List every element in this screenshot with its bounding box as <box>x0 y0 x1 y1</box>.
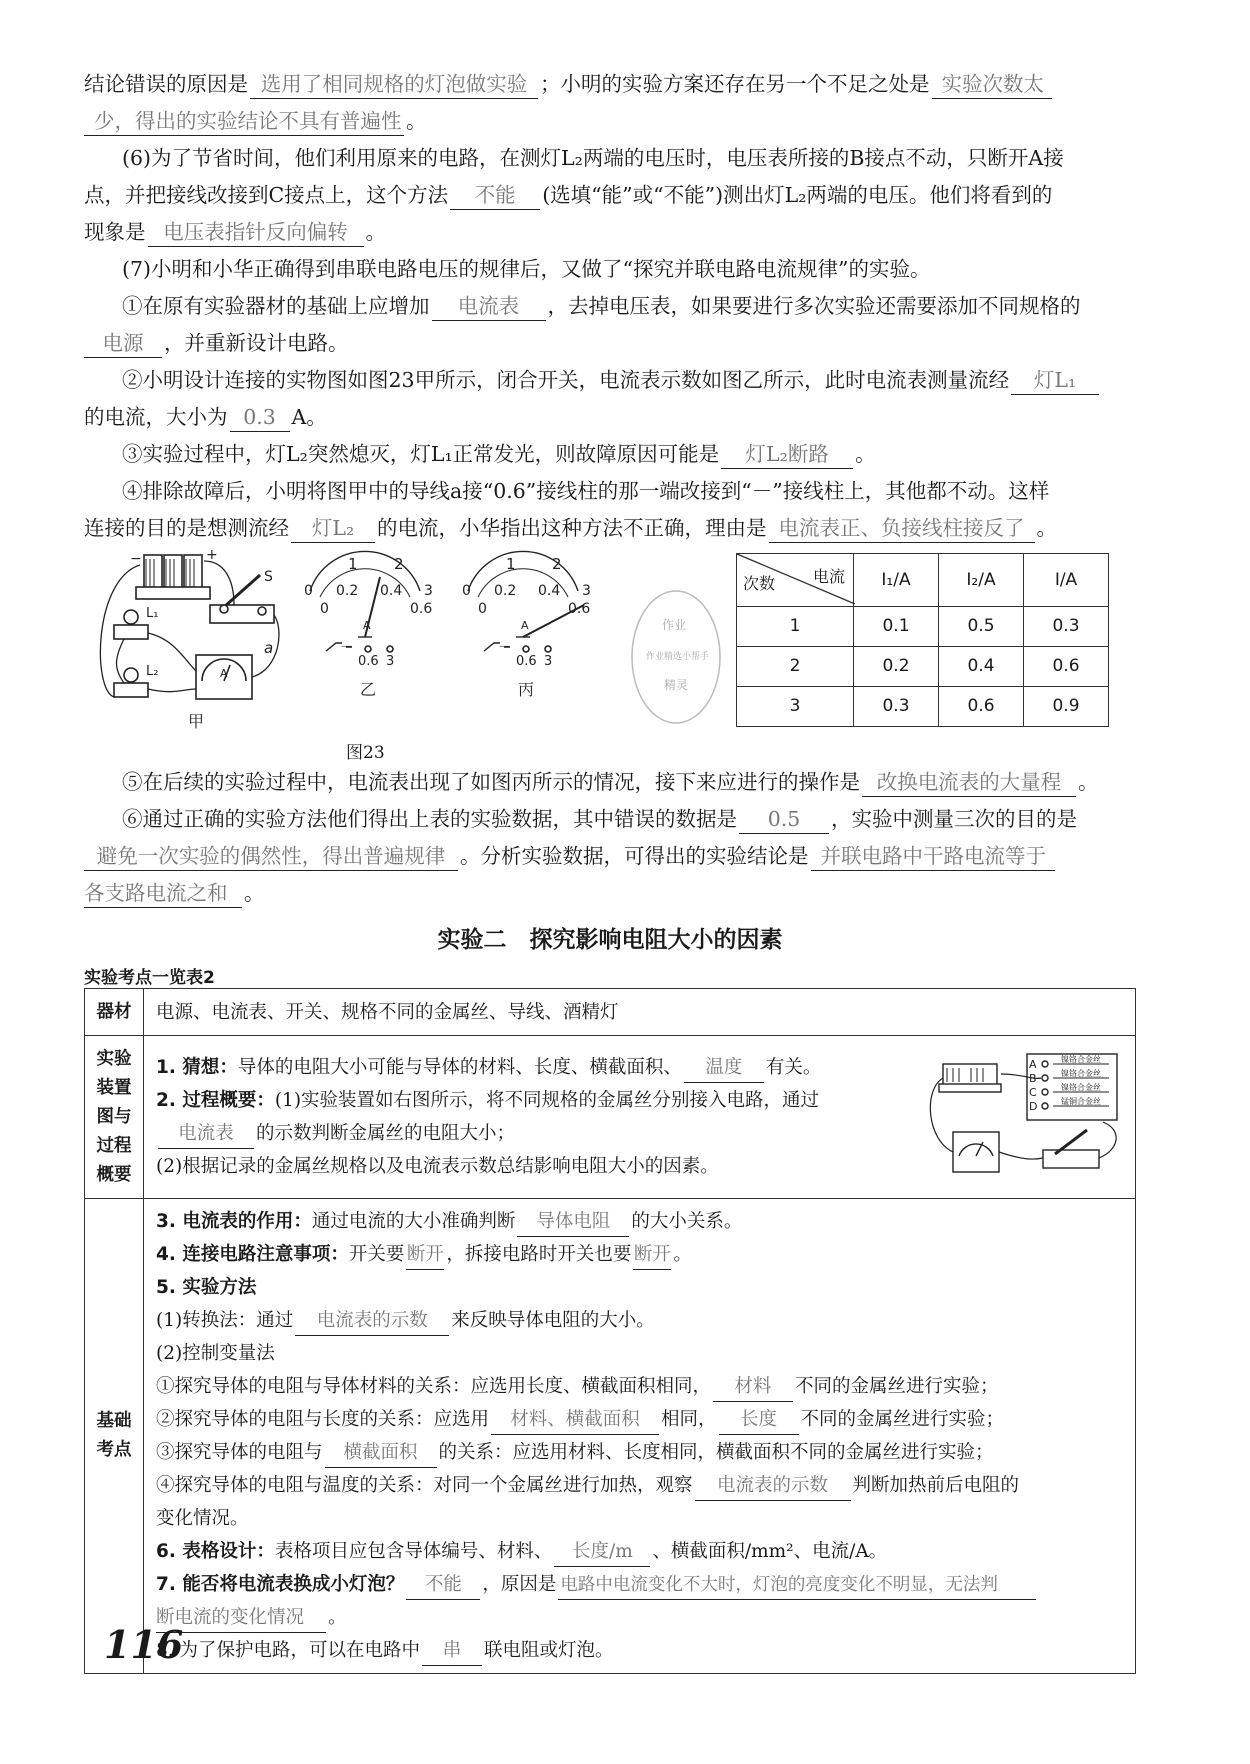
tick-label: 2 <box>394 555 404 573</box>
column-header: I₁/A <box>854 554 939 607</box>
line: 的电流，大小为 0.3 A。 <box>84 399 1136 436</box>
battery-icon <box>136 555 210 599</box>
cell: 0.6 <box>1024 647 1109 687</box>
table-corner-header <box>737 554 854 607</box>
cell: 0.5 <box>939 607 1024 647</box>
answer-blank: 少，得出的实验结论不具有普遍性 <box>84 107 404 136</box>
answer-blank: 长度/m <box>554 1538 650 1567</box>
answer-blank: 电流表 <box>432 292 546 321</box>
table-row <box>85 1199 1136 1674</box>
line: 5. 实验方法 <box>156 1277 257 1298</box>
line: ⑤在后续的实验过程中，电流表出现了如图丙所示的情况，接下来应进行的操作是 改换电流表的大量程 。 <box>84 764 1136 801</box>
question-7: (7)小明和小华正确得到串联电路电压的规律后，又做了“探究并联电路电流规律”的实验。 <box>122 257 931 281</box>
line: (1)转换法：通过 电流表的示数 来反映导体电阻的大小。 <box>156 1304 1123 1337</box>
terminal-label: B <box>1029 1072 1037 1085</box>
answer-blank: 长度 <box>719 1406 799 1435</box>
lamp-icon <box>114 610 148 697</box>
figure-bing-label: 丙 <box>518 680 535 699</box>
answer-blank: 温度 <box>684 1054 764 1083</box>
tick-label: 3 <box>424 583 433 599</box>
switch-label: S <box>264 569 273 585</box>
terminal-label: － <box>498 640 512 655</box>
ammeter-label: A <box>363 619 371 632</box>
ammeter-label: A <box>220 667 228 680</box>
cell: 0.2 <box>854 647 939 687</box>
tick-label: 0 <box>462 583 471 599</box>
section-title: 实验二 探究影响电阻大小的因素 <box>437 927 783 953</box>
table-row <box>737 687 1109 727</box>
row-content: 电源、电流表、开关、规格不同的金属丝、导线、酒精灯 <box>144 989 1136 1036</box>
label-char: 图与 <box>96 1106 132 1127</box>
answer-blank: 材料 <box>713 1373 793 1402</box>
line: ②探究导体的电阻与长度的关系：应选用 材料、横截面积 相同， 长度 不同的金属丝进行实验； <box>156 1403 1123 1436</box>
tick-label: 0 <box>320 601 329 617</box>
cell: 0.4 <box>939 647 1024 687</box>
cell: 0.6 <box>939 687 1024 727</box>
table-row <box>85 989 1136 1036</box>
answer-blank: 选用了相同规格的灯泡做实验 <box>250 70 538 99</box>
wire-label: 镍铬合金丝 <box>1061 1055 1101 1064</box>
terminal-pos: + <box>206 549 218 563</box>
label-char: 基础 <box>96 1411 132 1431</box>
summary-table <box>84 988 1136 1674</box>
line: ⑥通过正确的实验方法他们得出上表的实验数据，其中错误的数据是 0.5 ，实验中测量三次的目的是 <box>84 801 1136 838</box>
line: 断电流的变化情况 。 <box>156 1601 1123 1634</box>
line: 电流表 的示数判断金属丝的电阻大小； <box>156 1117 1123 1150</box>
answer-blank: 导体电阻 <box>517 1208 629 1237</box>
answer-blank: 串 <box>422 1637 482 1666</box>
cell: 0.9 <box>1024 687 1109 727</box>
cell: 0.1 <box>854 607 939 647</box>
row-label <box>85 1199 144 1674</box>
tick-label: 3 <box>582 583 591 599</box>
tick-label: 0.2 <box>494 583 517 599</box>
row-content <box>144 1036 1136 1199</box>
answer-blank: 电压表指针反向偏转 <box>148 218 364 247</box>
line: ①在原有实验器材的基础上应增加 电流表 ，去掉电压表，如果要进行多次实验还需要添加不同规格的 <box>84 288 1136 325</box>
answer-blank: 并联电路中干路电流等于 <box>811 842 1055 871</box>
table-row <box>737 607 1109 647</box>
line: 电源 ，并重新设计电路。 <box>84 325 1136 362</box>
line: 7. 能否将电流表换成小灯泡？ 不能 ，原因是 电路中电流变化不大时，灯泡的亮度变化不明显，无法判 <box>156 1568 1123 1601</box>
answer-blank: 灯L₁ <box>1011 366 1099 395</box>
figure-23 <box>84 549 1136 764</box>
terminal-label: C <box>1029 1086 1037 1099</box>
tick-label: 0 <box>304 583 313 599</box>
terminal-label: D <box>1029 1100 1038 1113</box>
tick-label: 0 <box>478 601 487 617</box>
answer-blank: 材料、横截面积 <box>491 1406 659 1435</box>
tick-label: 1 <box>506 555 516 573</box>
line: 点，并把接线改接到C接点上，这个方法 不能 (选填“能”或“不能”)测出灯L₂两端的电压。他们将看到的 <box>84 177 1136 214</box>
label-char: 过程 <box>96 1135 132 1156</box>
cell: 0.3 <box>854 687 939 727</box>
answer-blank: 电流表的示数 <box>695 1472 851 1501</box>
table-row <box>85 1036 1136 1199</box>
answer-blank: 0.3 <box>230 403 290 432</box>
row-label: 器材 <box>85 989 144 1036</box>
ammeter-label: A <box>521 619 529 632</box>
line: 现象是 电压表指针反向偏转 。 <box>84 214 1136 251</box>
tick-label: 0.2 <box>336 583 359 599</box>
tick-label: 2 <box>552 555 562 573</box>
answer-blank: 0.5 <box>739 805 829 834</box>
header-current: 电流 <box>812 567 845 586</box>
answer-blank: 电流表的示数 <box>295 1307 449 1336</box>
line: ③实验过程中，灯L₂突然熄灭，灯L₁正常发光，则故障原因可能是 灯L₂断路 。 <box>84 436 1136 473</box>
answer-blank: 灯L₂ <box>291 514 375 543</box>
terminal-neg: − <box>130 551 142 567</box>
line: 4. 连接电路注意事项：开关要 断开 ，拆接电路时开关也要 断开 。 <box>156 1238 1123 1271</box>
row-content <box>144 1199 1136 1674</box>
line: ④排除故障后，小明将图甲中的导线a接“0.6”接线柱的那一端改接到“－”接线柱上，其他都不动。这样 <box>122 479 1050 503</box>
answer-blank: 各支路电流之和 <box>84 879 242 908</box>
answer-blank: 电源 <box>84 329 162 358</box>
answer-blank: 避免一次实验的偶然性，得出普遍规律 <box>84 842 458 871</box>
label-char: 概要 <box>96 1164 132 1185</box>
page-number: 116 <box>104 1622 184 1667</box>
answer-blank: 实验次数太 <box>932 70 1052 99</box>
figure-yi-label: 乙 <box>360 680 377 699</box>
lamp-L1-label: L₁ <box>146 606 159 621</box>
line: 连接的目的是想测流经 灯L₂ 的电流，小华指出这种方法不正确，理由是 电流表正、负接线柱接反了 。 <box>84 510 1136 547</box>
header-count: 次数 <box>743 574 776 593</box>
table-row <box>737 647 1109 687</box>
line: (2)控制变量法 <box>156 1343 275 1364</box>
line: ①探究导体的电阻与导体材料的关系：应选用长度、横截面积相同， 材料 不同的金属丝进行实验； <box>156 1370 1123 1403</box>
answer-blank: 不能 <box>406 1571 480 1600</box>
line: 6. 表格设计：表格项目应包含导体编号、材料、 长度/m 、横截面积/mm²、电流/A。 <box>156 1535 1123 1568</box>
answer-blank: 电流表正、负接线柱接反了 <box>769 514 1035 543</box>
wire-label: 锰铜合金丝 <box>1061 1097 1101 1106</box>
stamp-text: 作业 <box>662 618 687 632</box>
line: 8. 为了保护电路，可以在电路中 串 联电阻或灯泡。 <box>156 1634 1123 1667</box>
row-label <box>85 1036 144 1199</box>
answer-blank: 电流表 <box>158 1120 254 1149</box>
answer-blank: 不能 <box>450 181 540 210</box>
data-table <box>736 553 1109 727</box>
answer-blank: 断电流的变化情况 <box>156 1604 326 1633</box>
column-header: I/A <box>1024 554 1109 607</box>
line: 避免一次实验的偶然性，得出普遍规律 。分析实验数据，可得出的实验结论是 并联电路中干路电流等于 <box>84 838 1136 875</box>
terminal-label: A <box>1029 1058 1037 1071</box>
answer-blank: 改换电流表的大量程 <box>862 768 1076 797</box>
answer-blank: 断开 <box>406 1241 444 1270</box>
cell: 1 <box>737 607 854 647</box>
tick-label: 0.4 <box>380 583 403 599</box>
wire-label: 镍铬合金丝 <box>1061 1083 1101 1092</box>
tick-label: 0.4 <box>538 583 561 599</box>
line: ②小明设计连接的实物图如图23甲所示，闭合开关，电流表示数如图乙所示，此时电流表测量流经 灯L₁ <box>84 362 1136 399</box>
terminal-label: － <box>340 640 354 655</box>
line: 3. 电流表的作用：通过电流的大小准确判断 导体电阻 的大小关系。 <box>156 1205 1123 1238</box>
circuit-figure <box>84 549 724 739</box>
terminal-label: 3 <box>544 654 553 669</box>
line: (2)根据记录的金属丝规格以及电流表示数总结影响电阻大小的因素。 <box>156 1156 719 1177</box>
wire-a-label: a <box>264 639 274 657</box>
terminal-label: 3 <box>386 654 395 669</box>
answer-blank: 横截面积 <box>325 1439 437 1468</box>
line: 2. 过程概要：(1)实验装置如右图所示，将不同规格的金属丝分别接入电路，通过 <box>156 1090 820 1111</box>
stamp-text: 精灵 <box>664 678 689 692</box>
page-content <box>84 66 1136 1674</box>
lamp-L2-label: L₂ <box>146 664 159 679</box>
tick-label: 1 <box>348 555 358 573</box>
cell: 3 <box>737 687 854 727</box>
figure-jia-label: 甲 <box>188 712 205 731</box>
line: 少，得出的实验结论不具有普遍性 。 <box>84 103 1136 140</box>
label-char: 考点 <box>96 1440 132 1460</box>
answer-blank: 电路中电流变化不大时，灯泡的亮度变化不明显，无法判 <box>558 1571 1036 1600</box>
cell: 0.3 <box>1024 607 1109 647</box>
answer-blank: 灯L₂断路 <box>721 440 853 469</box>
stamp-text: 作业精选小帮手 <box>646 652 710 662</box>
terminal-label: 0.6 <box>358 654 379 669</box>
line: 结论错误的原因是 选用了相同规格的灯泡做实验 ；小明的实验方案还存在另一个不足之处是 实验次数太 <box>84 66 1136 103</box>
line: ④探究导体的电阻与温度的关系：对同一个金属丝进行加热，观察 电流表的示数 判断加热前后电阻的 <box>156 1469 1123 1502</box>
line: 变化情况。 <box>156 1508 249 1529</box>
apparatus-figure <box>923 1050 1123 1184</box>
tick-label: 0.6 <box>568 601 591 617</box>
table-label: 实验考点一览表2 <box>84 968 215 988</box>
line: ③探究导体的电阻与 横截面积 的关系：应选用材料、长度相同，横截面积不同的金属丝进行实验； <box>156 1436 1123 1469</box>
line: 各支路电流之和 。 <box>84 875 1136 912</box>
cell: 2 <box>737 647 854 687</box>
question-6: (6)为了节省时间，他们利用原来的电路，在测灯L₂两端的电压时，电压表所接的B接点不动，只断开A接 <box>122 146 1064 170</box>
wire-label: 镍铬合金丝 <box>1061 1069 1101 1078</box>
label-char: 实验 <box>96 1048 132 1069</box>
figure-caption: 图23 <box>346 743 385 763</box>
label-char: 装置 <box>96 1077 132 1098</box>
tick-label: 0.6 <box>410 601 433 617</box>
terminal-label: 0.6 <box>516 654 537 669</box>
answer-blank: 断开 <box>633 1241 671 1270</box>
column-header: I₂/A <box>939 554 1024 607</box>
line: 1. 猜想：导体的电阻大小可能与导体的材料、长度、横截面积、 温度 有关。 <box>156 1051 1123 1084</box>
